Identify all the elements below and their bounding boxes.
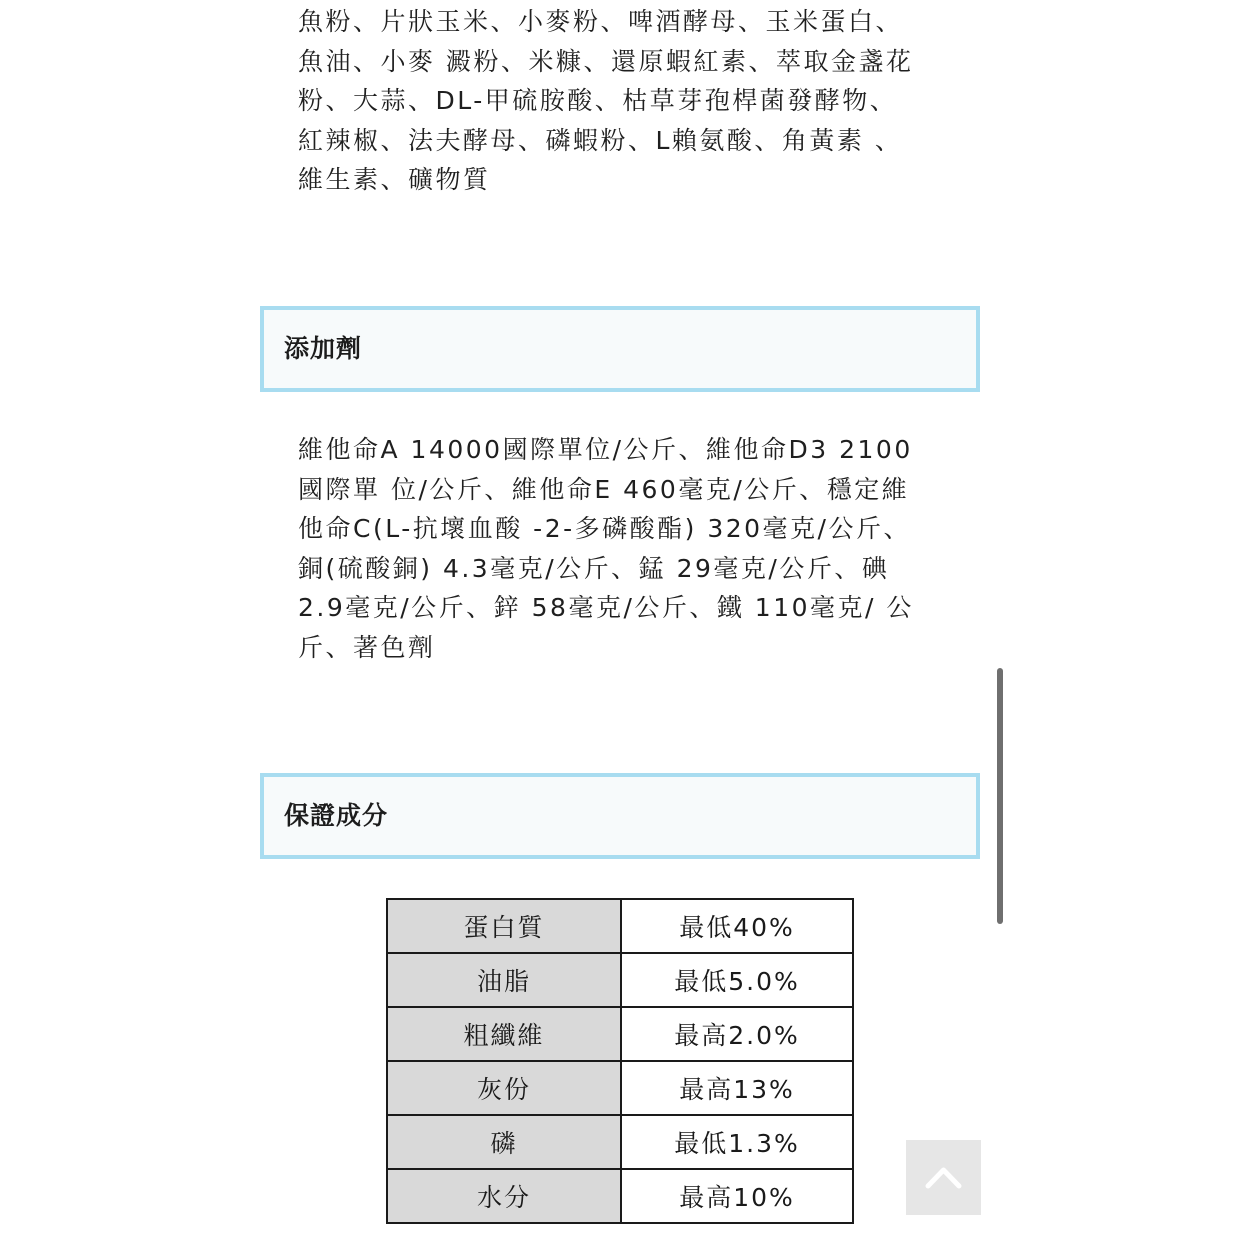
ingredients-line: 維生素、礦物質 bbox=[298, 165, 491, 194]
nutrient-value: 最低5.0% bbox=[621, 953, 853, 1007]
scrollbar-thumb[interactable] bbox=[997, 668, 1003, 924]
chevron-up-icon bbox=[906, 1140, 981, 1215]
additives-text bbox=[298, 430, 958, 667]
table-row bbox=[387, 1061, 853, 1115]
table-row bbox=[387, 953, 853, 1007]
nutrient-name: 油脂 bbox=[387, 953, 621, 1007]
table-row bbox=[387, 1007, 853, 1061]
nutrient-name: 水分 bbox=[387, 1169, 621, 1223]
ingredients-line: 魚粉、片狀玉米、小麥粉、啤酒酵母、玉米蛋白、 bbox=[298, 7, 904, 36]
additives-header bbox=[260, 306, 980, 392]
nutrient-name: 蛋白質 bbox=[387, 899, 621, 953]
additives-line: 維他命A 14000國際單位/公斤、維他命D3 2100 bbox=[298, 435, 913, 464]
nutrient-value: 最高2.0% bbox=[621, 1007, 853, 1061]
ingredients-line: 魚油、小麥 澱粉、米糠、還原蝦紅素、萃取金盞花 bbox=[298, 46, 914, 76]
nutrient-name: 灰份 bbox=[387, 1061, 621, 1115]
nutrient-value: 最低40% bbox=[621, 899, 853, 953]
nutrient-value: 最低1.3% bbox=[621, 1115, 853, 1169]
nutrient-name: 磷 bbox=[387, 1115, 621, 1169]
nutrient-value: 最高10% bbox=[621, 1169, 853, 1223]
additives-line: 斤、著色劑 bbox=[298, 632, 436, 662]
ingredients-line: 紅辣椒、法夫酵母、磷蝦粉、L賴氨酸、角黃素 、 bbox=[298, 125, 903, 155]
additives-line: 他命C(L-抗壞血酸 -2-多磷酸酯) 320毫克/公斤、 bbox=[298, 514, 911, 543]
guaranteed-analysis-title: 保證成分 bbox=[284, 801, 389, 830]
table-row bbox=[387, 899, 853, 953]
additives-line: 銅(硫酸銅) 4.3毫克/公斤、錳 29毫克/公斤、碘 bbox=[298, 553, 890, 583]
ingredients-line: 粉、大蒜、DL-甲硫胺酸、枯草芽孢桿菌發酵物、 bbox=[298, 86, 898, 115]
guaranteed-analysis-table bbox=[386, 898, 854, 1224]
back-to-top-button[interactable] bbox=[906, 1140, 981, 1215]
table-row bbox=[387, 1169, 853, 1223]
nutrient-name: 粗纖維 bbox=[387, 1007, 621, 1061]
nutrient-value: 最高13% bbox=[621, 1061, 853, 1115]
table-row bbox=[387, 1115, 853, 1169]
additives-line: 2.9毫克/公斤、鋅 58毫克/公斤、鐵 110毫克/ 公 bbox=[298, 593, 914, 622]
guaranteed-analysis-header bbox=[260, 773, 980, 859]
additives-line: 國際單 位/公斤、維他命E 460毫克/公斤、穩定維 bbox=[298, 474, 910, 504]
ingredients-text bbox=[298, 2, 958, 200]
additives-title: 添加劑 bbox=[284, 334, 363, 363]
